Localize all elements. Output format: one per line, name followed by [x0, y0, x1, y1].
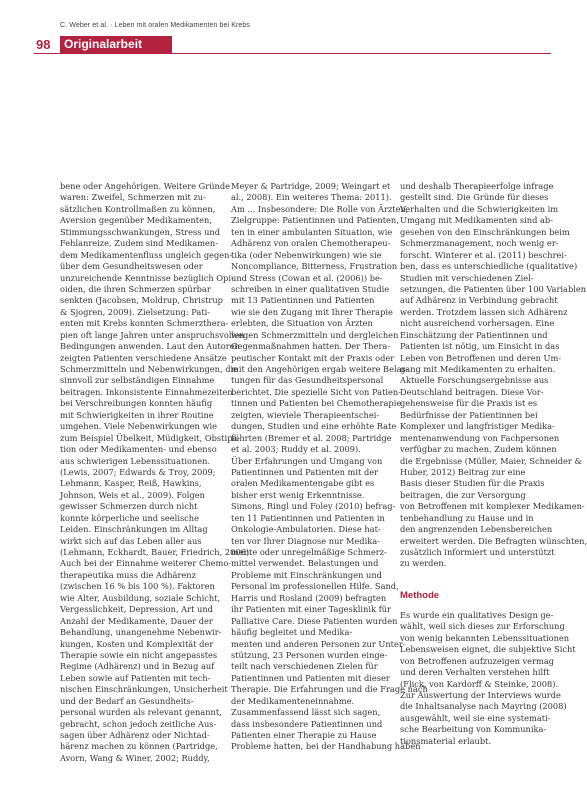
text-line: forscht. Winterer et al. (2011) beschrei-	[400, 249, 567, 260]
text-line: den angrenzenden Lebensbereichen	[400, 524, 553, 535]
text-line: menten und anderen Personen zur Unter-	[231, 638, 406, 649]
text-line: wie sie den Zugang mit Ihrer Therapie	[231, 306, 393, 317]
text-line: tion oder Medikamenten- und ebenso	[60, 444, 217, 455]
text-line: härenz machen zu können (Partridge,	[60, 741, 218, 752]
text-line: tika (oder Nebenwirkungen) wie sie	[231, 249, 382, 260]
running-head: C. Weber et al. · Leben mit oralen Medikamenten bei Krebs	[60, 22, 250, 29]
text-line: zusätzlich informiert und unterstützt	[400, 547, 555, 557]
text-line: beitragen, die zur Versorgung	[400, 489, 526, 500]
text-line: (Lehmann, Eckhardt, Bauer, Friedrich, 2006).	[60, 547, 252, 557]
text-line: teilt nach verschiedenen Zielen für	[231, 661, 378, 672]
text-line: wählt, weil sich dieses zur Erforschung	[400, 621, 565, 632]
text-line: Verhalten und die Schwierigkeiten im	[400, 203, 559, 214]
text-line: die Inhaltsanalyse nach Mayring (2008)	[400, 701, 567, 712]
text-line: (Flick, von Kardorff & Steinke, 2008).	[400, 678, 559, 689]
text-line: und Stress (Cowan et al. (2006)) be-	[231, 272, 383, 283]
text-line: Leben von Betroffenen und deren Um-	[400, 352, 562, 363]
text-line: Einschätzung der Patientinnen und	[400, 329, 548, 340]
text-line: ten in einer ambulanten Situation, wie	[231, 226, 393, 237]
text-line: auf Adhärenz in Verbindung gebracht	[400, 295, 558, 306]
text-line: Zur Auswertung der Interviews wurde	[400, 689, 561, 700]
text-line: Stimmungsschwankungen, Stress und	[60, 226, 220, 237]
text-column-1	[60, 181, 252, 764]
text-line: und der Bedarf an Gesundheits-	[60, 695, 194, 706]
text-line: bei Verschreibungen konnten häufig	[60, 398, 213, 409]
text-line: von Betroffenen aufzuzeigen vermag	[400, 655, 555, 666]
text-line: stützung, 23 Personen wurden einge-	[231, 649, 388, 660]
text-line: ausgewählt, weil sie eine systemati-	[400, 712, 551, 723]
text-line: Bedingungen anwenden. Laut den Autoren	[60, 341, 240, 352]
text-line: Es wurde ein qualitatives Design ge-	[400, 609, 554, 620]
text-line: tungen für das Gesundheitspersonal	[231, 375, 384, 386]
text-line: tionsmaterial erlaubt.	[400, 735, 492, 746]
text-line: Aktuelle Forschungsergebnisse aus	[400, 375, 549, 386]
text-line: Umgang mit Medikamenten sind ab-	[400, 215, 553, 226]
text-line: mente oder unregelmäßige Schmerz-	[231, 547, 387, 557]
text-line: häufig begleitet und Medika-	[231, 627, 353, 638]
text-line: mittel verwendet. Belastungen und	[231, 558, 379, 569]
text-line: oiden, die ihren Schmerzen spürbar	[60, 283, 211, 294]
text-line: Schmerzmanagement, noch wenig er-	[400, 238, 559, 249]
spacer	[400, 602, 550, 610]
text-line: kungen, Kosten und Komplexität der	[60, 638, 214, 649]
text-line: tenbehandlung zu Hause und in	[400, 512, 534, 523]
text-line: zeigten, wieviele Therapieentschei-	[231, 409, 380, 420]
text-column-3	[400, 181, 587, 747]
text-line: werden. Trotzdem lassen sich Adhärenz	[400, 306, 568, 317]
text-line: gebracht, schon jedoch zeitliche Aus-	[60, 718, 217, 729]
text-line: umgehen. Viele Nebenwirkungen wie	[60, 421, 218, 432]
text-line: beitragen. Inkonsistente Einnahmezeiten	[60, 386, 233, 397]
text-line: tinnen und Patienten bei Chemotherapie	[231, 398, 402, 409]
text-line: Harris und Rosland (2009) befragten	[231, 592, 387, 603]
text-line: waren: Zweifel, Schmerzen mit zu-	[60, 192, 206, 203]
text-line: al., 2008). Ein weiteres Thema: 2011).	[231, 192, 392, 203]
text-line: Leben sowie auf Patienten mit tech-	[60, 672, 211, 683]
text-line: über dem Gesundheitswesen oder	[60, 261, 203, 272]
text-line: dungen, Studien und eine erhöhte Rate	[231, 421, 397, 432]
text-line: gehensweise für die Praxis ist es	[400, 398, 538, 409]
text-line: Patienten ist nötig, um Einsicht in das	[400, 341, 560, 352]
section-label: Originalarbeit	[60, 36, 172, 53]
text-line: Lebensweisen eignet, die subjektive Sicht	[400, 644, 576, 655]
text-line: Regime (Adhärenz) und in Bezug auf	[60, 661, 215, 672]
text-line: personal wurden als relevant genannt,	[60, 707, 222, 718]
text-line: sche Bearbeitung von Kommunika-	[400, 724, 547, 735]
text-line: ten 11 Patientinnen und Patienten in	[231, 512, 385, 523]
text-line: Zusammenfassend lässt sich sagen,	[231, 707, 381, 718]
text-line: bisher erst wenig Erkenntnisse.	[231, 489, 365, 500]
text-line: Bedürfnisse der Patientinnen bei	[400, 409, 538, 420]
text-line: Patienten einer Therapie zu Hause	[231, 730, 377, 740]
section-heading-methode: Methode	[400, 589, 440, 601]
text-line: konnte körperliche und seelische	[60, 512, 200, 523]
text-line: mit den Angehörigen ergab weitere Belas-	[231, 364, 409, 374]
text-line: (Lewis, 2007; Edwards & Troy, 2009;	[60, 466, 216, 477]
text-line: Palliative Care. Diese Patienten wurden	[231, 615, 398, 626]
text-line: führten (Bremer et al. 2008; Partridge	[231, 432, 392, 443]
header-rule	[34, 53, 551, 54]
text-line: Patientinnen und Patienten mit dieser	[231, 672, 390, 683]
text-line: wie Alter, Ausbildung, soziale Schicht,	[60, 592, 221, 603]
text-line: berichtet. Die spezielle Sicht von Patien-	[231, 386, 402, 397]
text-line: et al. 2003; Ruddy et al. 2009).	[231, 444, 361, 455]
text-line: Patientinnen und Patienten mit der	[231, 466, 379, 477]
text-line: Anzahl der Medikamente, Dauer der	[60, 615, 213, 626]
text-line: Simons, Ringl und Foley (2010) befrag-	[231, 501, 396, 512]
text-line: Avorn, Wang & Winer, 2002; Ruddy,	[60, 752, 210, 763]
text-line: gesehen von den Einschränkungen beim	[400, 226, 570, 237]
text-line: gestellt sind. Die Gründe für dieses	[400, 192, 549, 203]
text-line: unzureichende Kenntnisse bezüglich Opi-	[60, 272, 234, 283]
text-line: Personal im professionellen Hilfe. Sand,	[231, 581, 399, 592]
text-line: Am ... Insbesondere: Die Rolle von Ärzten,	[231, 203, 409, 214]
text-line: peutischer Kontakt mit der Praxis oder	[231, 352, 395, 363]
text-line: Leiden. Einschränkungen im Alltag	[60, 524, 208, 535]
text-line: Meyer & Partridge, 2009; Weingart et	[231, 181, 391, 191]
text-line: dem Medikamentenfluss ungleich gegen-	[60, 249, 233, 260]
text-line: Auch bei der Einnahme weiterer Chemo-	[60, 558, 232, 569]
text-line: Über Erfahrungen und Umgang von	[231, 455, 383, 466]
text-line: Gegenmaßnahmen hatten. Der Thera-	[231, 341, 391, 352]
text-line: setzungen, die Patienten über 100 Variablen	[400, 283, 587, 294]
text-line: (zwischen 16 % bis 100 %). Faktoren	[60, 581, 215, 592]
text-line: Lehmann, Kasper, Reiß, Hawkins,	[60, 478, 202, 489]
text-line: und deren Verhalten verstehen hilft	[400, 667, 550, 678]
text-line: senkten (Jacobsen, Moldrup, Christrup	[60, 295, 223, 306]
text-line: ihr Patienten mit einer Tagesklinik für	[231, 604, 391, 615]
text-line: Komplexer und langfristiger Medika-	[400, 421, 555, 432]
text-line: mit 13 Patientinnen und Patienten	[231, 295, 375, 306]
text-line: zu werden.	[400, 558, 447, 569]
text-line: dass insbesondere Patientinnen und	[231, 718, 383, 729]
spacer	[400, 570, 550, 590]
text-line: ben, dass es unterschiedliche (qualitative)	[400, 261, 578, 272]
text-line: schreiben in einer qualitativen Studie	[231, 283, 390, 294]
text-line: von wenig bekannten Lebenssituationen	[400, 632, 570, 643]
text-line: wirkt sich auf das Leben aller aus	[60, 535, 202, 546]
text-line: Basis dieser Studien für die Praxis	[400, 478, 545, 489]
text-line: oralen Medikamentengabe gibt es	[231, 478, 375, 489]
text-line: Noncompliance, Bitterness, Frustration	[231, 261, 398, 272]
text-line: und deshalb Therapieerfolge infrage	[400, 181, 554, 191]
text-line: Therapie sowie ein nicht angepasstes	[60, 649, 218, 660]
text-line: Aversion gegenüber Medikamenten,	[60, 215, 212, 226]
text-line: therapeutika muss die Adhärenz	[60, 569, 196, 580]
text-line: erweitert werden. Die Befragten wünschten,	[400, 535, 587, 546]
text-line: aus schwierigen Lebenssituationen.	[60, 455, 211, 466]
text-line: bene oder Angehörigen. Weitere Gründe	[60, 181, 230, 191]
text-line: Fehlanreize. Zudem sind Medikamen-	[60, 238, 218, 249]
text-line: enten mit Krebs konnten Schmerzthera-	[60, 318, 229, 329]
text-line: sinnvoll zur selbständigen Einnahme	[60, 375, 215, 386]
text-line: sagen über Adhärenz oder Nichtad-	[60, 730, 210, 740]
text-line: Therapie. Die Erfahrungen und die Frage nach	[231, 684, 428, 695]
text-line: Behandlung, unangenehme Nebenwir-	[60, 627, 222, 638]
text-line: der Medikamenteneinnahme.	[231, 695, 355, 706]
text-line: verfügbar zu machen. Zudem können	[400, 444, 557, 455]
text-line: Probleme hatten, bei der Handhabung haben	[231, 741, 421, 752]
text-line: Studien mit verschiedenen Ziel-	[400, 272, 534, 283]
text-line: Vergesslichkeit, Depression, Art und	[60, 604, 213, 615]
text-line: gewisser Schmerzen durch nicht	[60, 501, 198, 512]
text-line: Schmerzmitteln und Nebenwirkungen, die	[60, 364, 239, 374]
text-line: Adhärenz von oralen Chemotherapeu-	[231, 238, 391, 249]
text-line: wegen Schmerzmitteln und dergleichen	[231, 329, 399, 340]
text-line: erlebten, die Situation von Ärzten	[231, 318, 373, 329]
text-line: Johnson, Weis et al., 2009). Folgen	[60, 489, 205, 500]
text-line: Onkologie-Ambulatorien. Diese hat-	[231, 524, 381, 535]
text-line: Zielgruppe: Patientinnen und Patienten,	[231, 215, 399, 226]
text-line: ten vor Ihrer Diagnose nur Medika-	[231, 535, 380, 546]
text-line: sätzlichen Kontrollmaßen zu können,	[60, 203, 216, 214]
text-line: pien oft lange Jahren unter anspruchsvollen	[60, 329, 245, 340]
text-line: zeigten Patienten verschiedene Ansätze	[60, 352, 227, 363]
text-line: mentenanwendung von Fachpersonen	[400, 432, 560, 443]
text-line: nischen Einschränkungen, Unsicherheit	[60, 684, 228, 695]
text-line: von Betroffenen mit komplexer Medikamen-	[400, 501, 585, 512]
text-line: Huber, 2012) Beitrag zur eine	[400, 466, 526, 477]
page-number: 98	[36, 37, 51, 52]
text-line: gang mit Medikamenten zu erhalten.	[400, 364, 556, 374]
text-line: zum Beispiel Übelkeit, Müdigkeit, Obstipa-	[60, 432, 241, 443]
text-line: Deutschland beitragen. Diese Vor-	[400, 386, 544, 397]
text-line: Probleme mit Einschränkungen und	[231, 569, 382, 580]
text-line: die Ergebnisse (Müller, Maier, Schneider &	[400, 455, 582, 466]
text-line: mit Schwierigkeiten in ihrer Routine	[60, 409, 214, 420]
text-line: nicht ausreichend vorhersagen. Eine	[400, 318, 555, 329]
text-line: & Sjogren, 2009). Zielsetzung: Pati-	[60, 306, 211, 317]
